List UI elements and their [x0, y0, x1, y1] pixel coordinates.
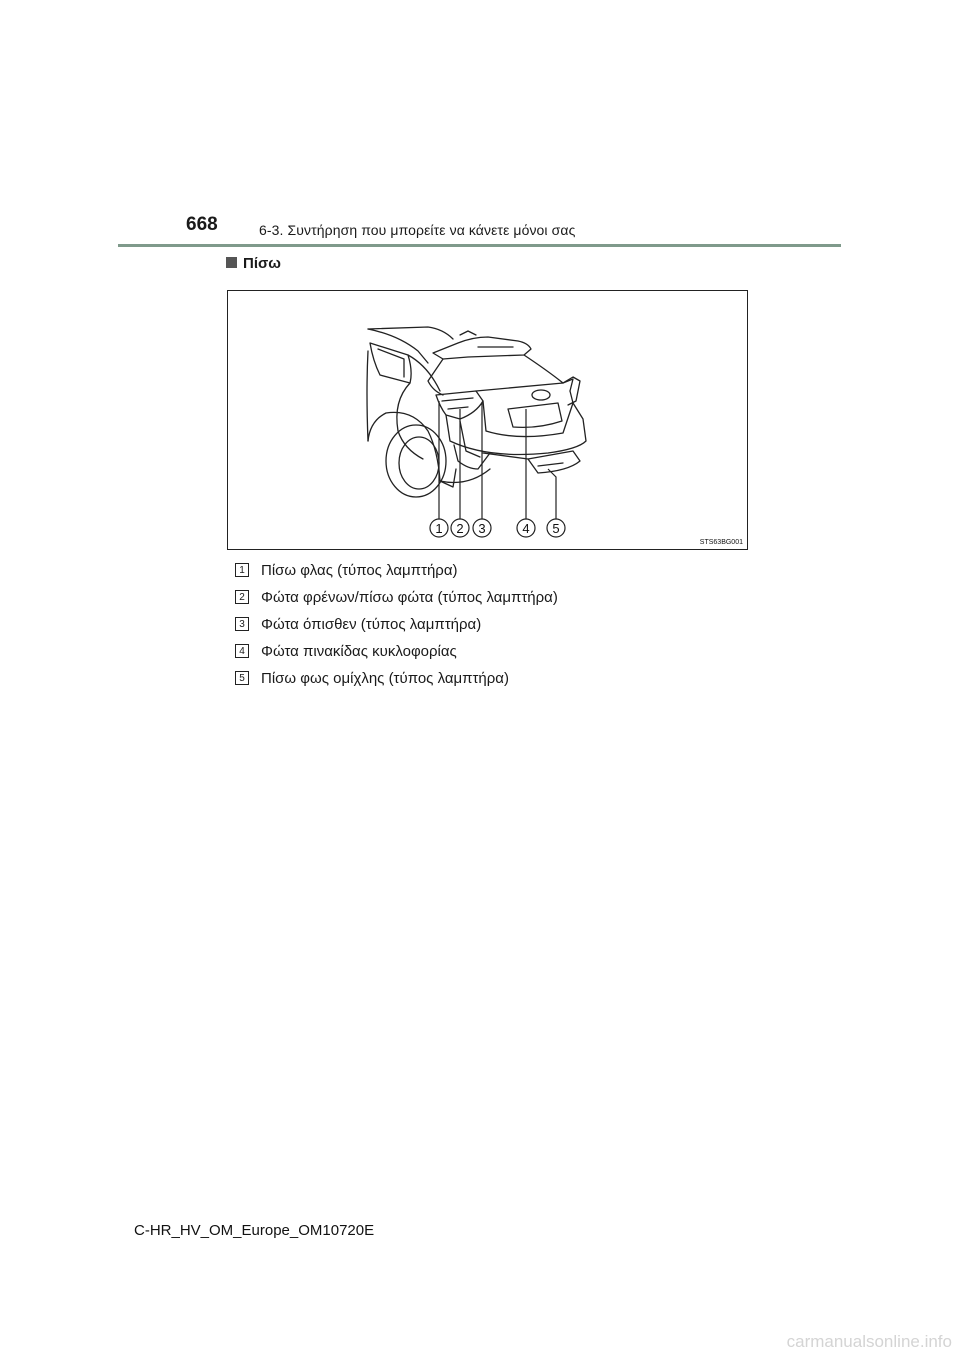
- square-bullet-icon: [226, 257, 237, 268]
- callout-label-1: 1: [435, 521, 443, 536]
- callout-label-5: 5: [552, 521, 560, 536]
- rear-lights-figure: [227, 290, 748, 550]
- page-number: 668: [186, 214, 218, 235]
- callout-label-3: 3: [478, 521, 486, 536]
- figure-code: STS63BG001: [699, 539, 743, 546]
- legend-text: Φώτα όπισθεν (τύπος λαμπτήρα): [261, 616, 482, 633]
- callout-label-4: 4: [522, 521, 530, 536]
- footer-document-id: C-HR_HV_OM_Europe_OM10720E: [134, 1222, 375, 1239]
- header-divider: [118, 244, 841, 247]
- callout-markers: [430, 519, 565, 537]
- watermark: carmanualsonline.info: [786, 1332, 952, 1351]
- legend-number: 3: [235, 617, 249, 631]
- legend-text: Πίσω φλας (τύπος λαμπτήρα): [261, 562, 458, 579]
- car-rear-illustration: [228, 291, 748, 550]
- legend-text: Φώτα φρένων/πίσω φώτα (τύπος λαμπτήρα): [261, 589, 558, 606]
- section-heading-text: Πίσω: [243, 255, 281, 272]
- section-heading: [226, 255, 281, 272]
- legend-number: 5: [235, 671, 249, 685]
- legend-number: 4: [235, 644, 249, 658]
- legend-text: Φώτα πινακίδας κυκλοφορίας: [261, 643, 457, 660]
- legend-number: 2: [235, 590, 249, 604]
- legend-number: 1: [235, 563, 249, 577]
- chapter-title: 6-3. Συντήρηση που μπορείτε να κάνετε μόνοι σας: [259, 222, 576, 238]
- legend-text: Πίσω φως ομίχλης (τύπος λαμπτήρα): [261, 670, 509, 687]
- callout-label-2: 2: [456, 521, 464, 536]
